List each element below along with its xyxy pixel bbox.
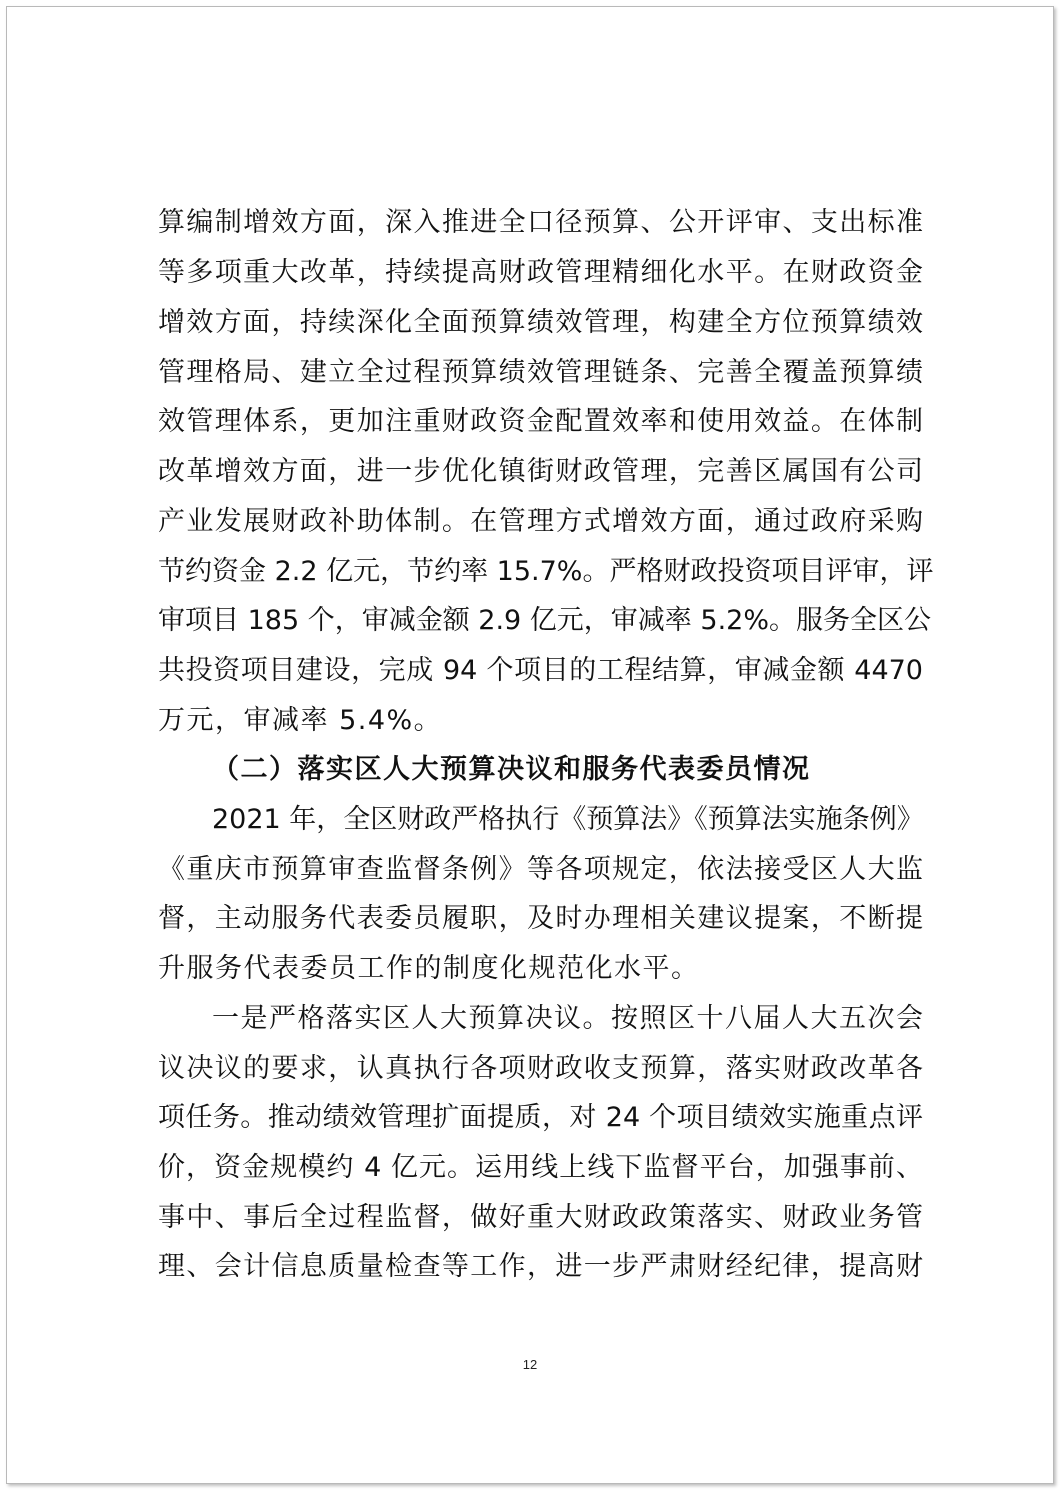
body-text-line: 项任务。推动绩效管理扩面提质，对 24 个项目绩效实施重点评 bbox=[158, 1102, 923, 1133]
body-text-line: 2021 年，全区财政严格执行《预算法》《预算法实施条例》 bbox=[212, 804, 924, 835]
body-text-line: 议决议的要求，认真执行各项财政收支预算，落实财政改革各 bbox=[158, 1053, 923, 1084]
body-text-line: 节约资金 2.2 亿元，节约率 15.7%。严格财政投资项目评审，评 bbox=[158, 556, 934, 587]
body-text-line: 价，资金规模约 4 亿元。运用线上线下监督平台，加强事前、 bbox=[158, 1152, 923, 1183]
body-text-line: 共投资项目建设，完成 94 个项目的工程结算，审减金额 4470 bbox=[158, 655, 923, 686]
body-text-line: 效管理体系，更加注重财政资金配置效率和使用效益。在体制 bbox=[158, 406, 923, 437]
body-text-line: 一是严格落实区人大预算决议。按照区十八届人大五次会 bbox=[212, 1003, 923, 1034]
body-text-line: 《重庆市预算审查监督条例》等各项规定，依法接受区人大监 bbox=[158, 854, 923, 885]
page-number: 12 bbox=[522, 1357, 538, 1372]
body-text-line: 算编制增效方面，深入推进全口径预算、公开评审、支出标准 bbox=[158, 207, 923, 238]
document-page bbox=[6, 6, 1054, 1484]
body-text-line: 产业发展财政补助体制。在管理方式增效方面，通过政府采购 bbox=[158, 506, 923, 537]
body-text-line: 升服务代表委员工作的制度化规范化水平。 bbox=[158, 953, 700, 984]
body-text-line: 增效方面，持续深化全面预算绩效管理，构建全方位预算绩效 bbox=[158, 307, 923, 338]
body-text-line: 审项目 185 个，审减金额 2.9 亿元，审减率 5.2%。服务全区公 bbox=[158, 605, 931, 636]
body-text-line: 事中、事后全过程监督，做好重大财政政策落实、财政业务管 bbox=[158, 1202, 923, 1233]
section-heading: （二）落实区人大预算决议和服务代表委员情况 bbox=[212, 754, 811, 785]
body-text-line: 等多项重大改革，持续提高财政管理精细化水平。在财政资金 bbox=[158, 257, 923, 288]
body-text-line: 管理格局、建立全过程预算绩效管理链条、完善全覆盖预算绩 bbox=[158, 357, 923, 388]
body-text-line: 改革增效方面，进一步优化镇街财政管理，完善区属国有公司 bbox=[158, 456, 923, 487]
body-text-line: 万元，审减率 5.4%。 bbox=[158, 705, 443, 736]
body-text-line: 理、会计信息质量检查等工作，进一步严肃财经纪律，提高财 bbox=[158, 1251, 923, 1282]
body-text-line: 督，主动服务代表委员履职，及时办理相关建议提案，不断提 bbox=[158, 903, 923, 934]
